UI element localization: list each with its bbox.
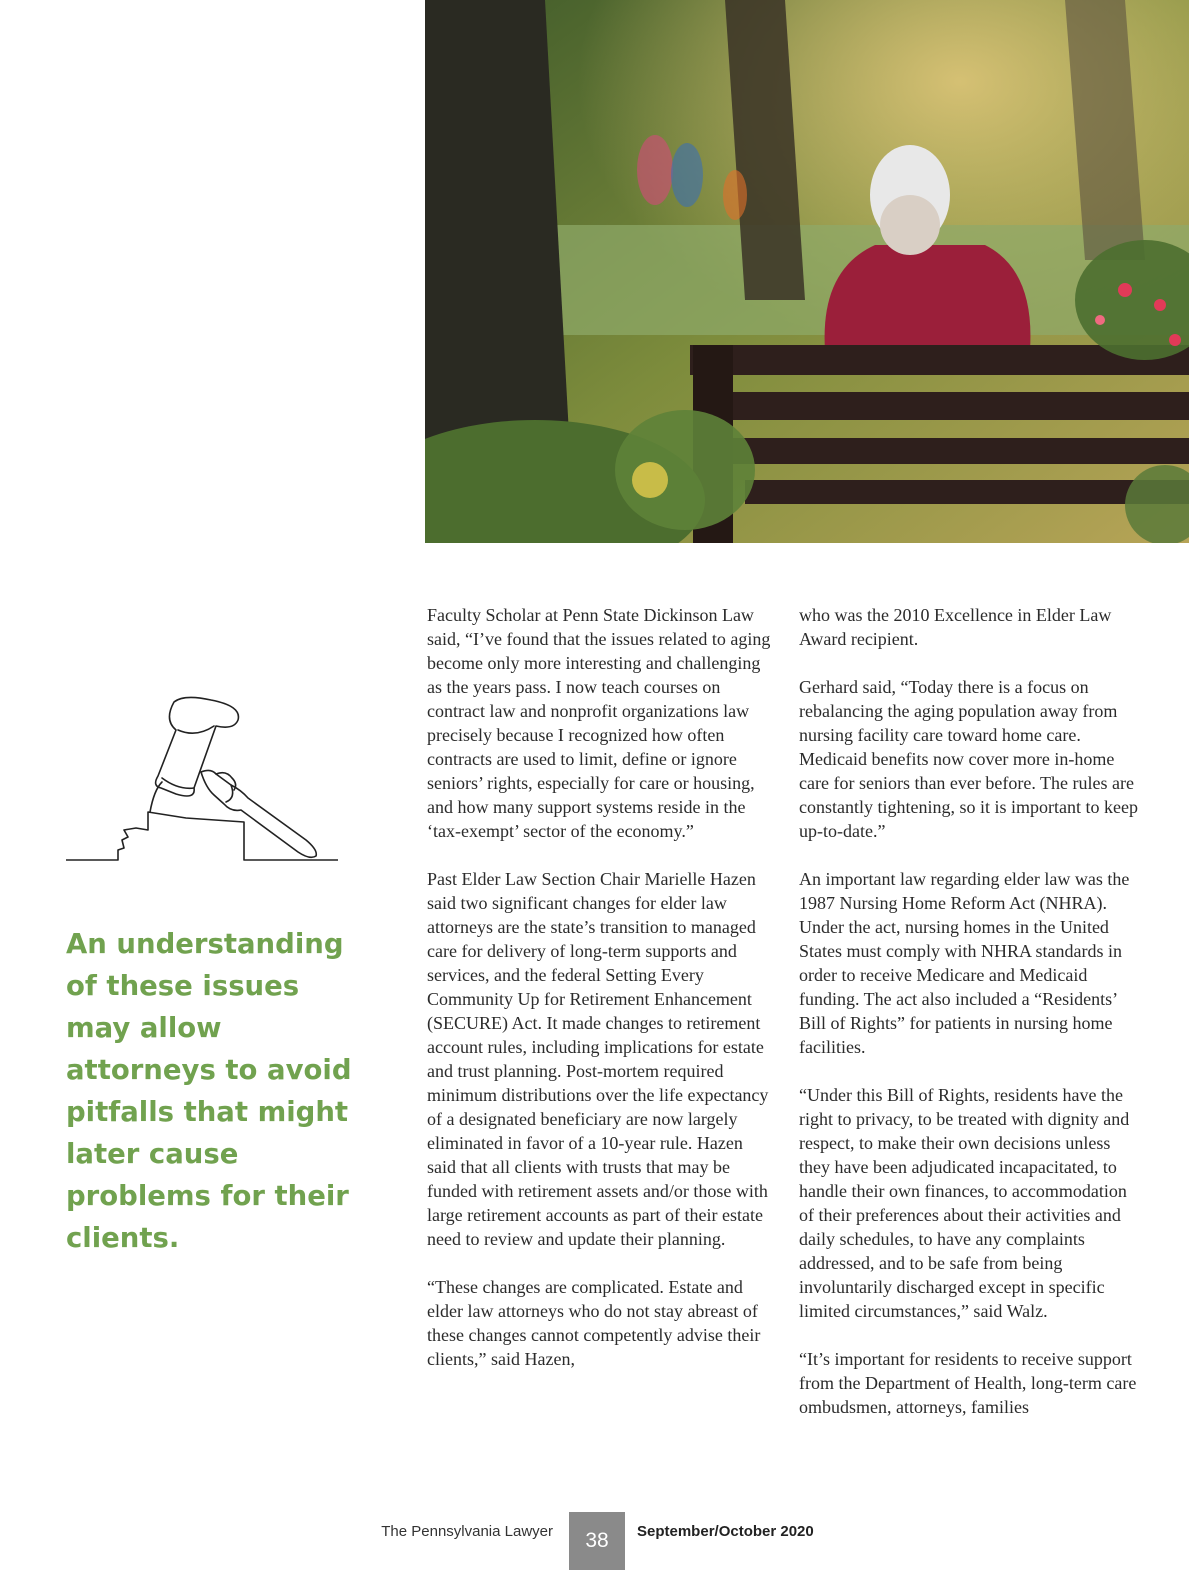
gavel-icon: [66, 690, 338, 870]
article-column-2: [799, 603, 1144, 1443]
issue-date: September/October 2020: [637, 1523, 814, 1540]
paragraph: “These changes are complicated. Estate and elder law attorneys who do not stay abreast of these changes cannot competently advise their clients,” said Hazen,: [427, 1277, 761, 1369]
paragraph: Past Elder Law Section Chair Marielle Hazen said two significant changes for elder law attorneys are the state’s transition to managed care for delivery of long-term supports and services, and the federal Setting Every Community Up for Retirement Enhancement (SECURE) Act. It made changes to retirement account rules, including implications for estate and trust planning. Post-mortem required minimum distributions over the life expectancy of a designated beneficiary are now largely eliminated in favor of a 10-year rule. Hazen said that all clients with trusts that may be funded with retirement assets and/or those with large retirement accounts as part of their estate need to review and update their planning.: [427, 869, 769, 1249]
page-number: 38: [569, 1512, 625, 1570]
photo-illustration: [425, 0, 1189, 543]
publication-name: The Pennsylvania Lawyer: [381, 1523, 553, 1540]
paragraph: “Under this Bill of Rights, residents have the right to privacy, to be treated with dignity and respect, to make their own decisions unless they have been adjudicated incapacitated, to handle their own finances, to accommodation of their preferences about their activities and daily schedules, to have any complaints addressed, and to be safe from being involuntarily discharged except in specific limited circumstances,” said Walz.: [799, 1085, 1130, 1321]
paragraph: “It’s important for residents to receive support from the Department of Health, long-term care ombudsmen, attorneys, families: [799, 1349, 1137, 1417]
park-bench-photo: [425, 0, 1189, 543]
article-column-1: [427, 603, 772, 1395]
paragraph: An important law regarding elder law was the 1987 Nursing Home Reform Act (NHRA). Under the act, nursing homes in the United States must comply with NHRA standards in order to receive Medicare and Medicaid funding. The act also included a “Residents’ Bill of Rights” for patients in nursing home facilities.: [799, 869, 1130, 1057]
paragraph: Faculty Scholar at Penn State Dickinson Law said, “I’ve found that the issues related to aging become only more interesting and challenging as the years pass. I now teach courses on contract law and nonprofit organizations law precisely because I recognized how often contracts are used to limit, define or ignore seniors’ rights, especially for care or housing, and how many support systems reside in the ‘tax-exempt’ sector of the economy.”: [427, 605, 771, 841]
pull-quote: An understanding of these issues may allow attorneys to avoid pitfalls that might later cause problems for their clients.: [66, 928, 352, 1254]
page-footer: [0, 1512, 1200, 1570]
paragraph: who was the 2010 Excellence in Elder Law Award recipient.: [799, 605, 1112, 649]
paragraph: Gerhard said, “Today there is a focus on rebalancing the aging population away from nursing facility care toward home care. Medicaid benefits now cover more in-home care for seniors than ever before. The rules are constantly tightening, so it is important to keep up-to-date.”: [799, 677, 1138, 841]
